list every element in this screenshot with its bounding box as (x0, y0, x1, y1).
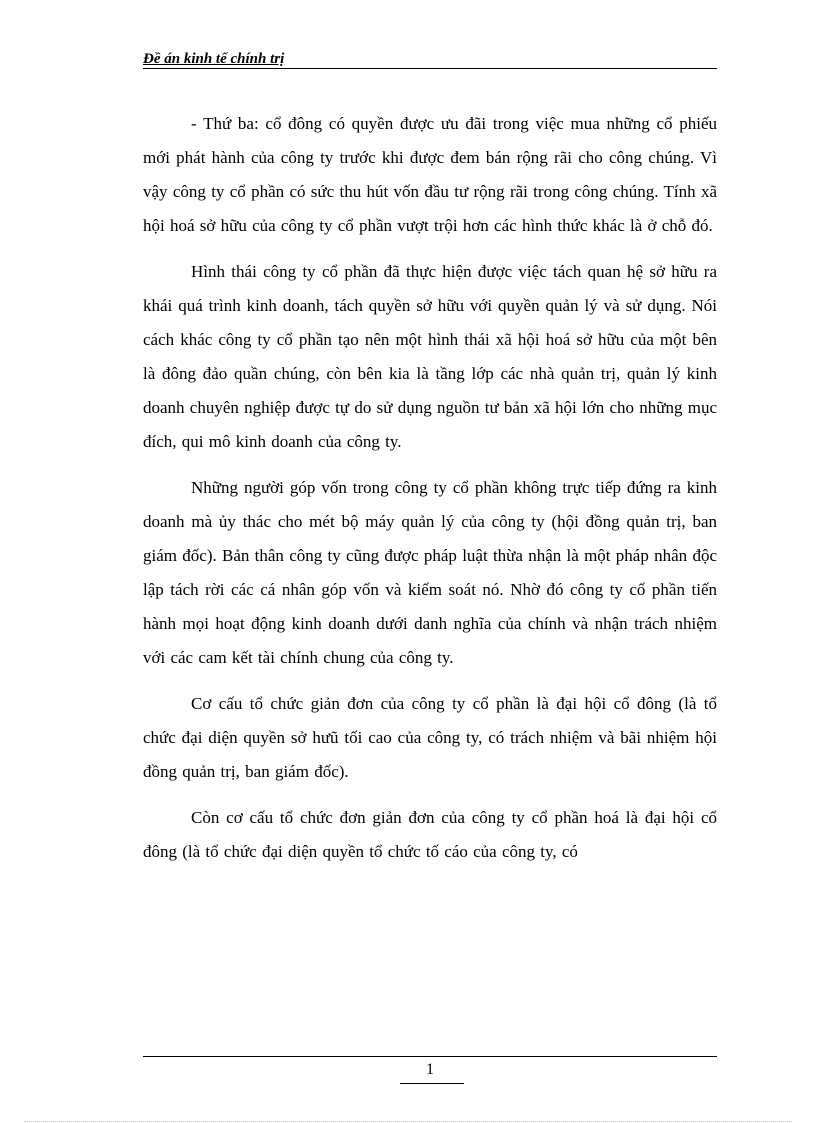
paragraph-3: Những người góp vốn trong công ty cổ phần không trực tiếp đứng ra kinh doanh mà ủy thác cho mét bộ máy quản lý của công ty (hội đồng quản trị, ban giám đốc). Bản thân công ty cũng được pháp luật thừa nhận là một pháp nhân độc lập tách rời các cá nhân góp vốn và kiểm soát nó. Nhờ đó công ty cổ phần tiến hành mọi hoạt động kinh doanh dưới danh nghĩa của chính và nhận trách nhiệm với các cam kết tài chính chung của công ty. (143, 478, 717, 667)
page-bottom-edge (24, 1121, 792, 1122)
page-number: 1 (426, 1061, 434, 1078)
paragraph-2: Hình thái công ty cổ phần đã thực hiện được việc tách quan hệ sở hữu ra khái quá trình kinh doanh, tách quyền sở hữu với quyền quản lý và sử dụng. Nói cách khác công ty cổ phần tạo nên một hình thái xã hội hoá sở hữu của một bên là đông đảo quần chúng, còn bên kia là tầng lớp các nhà quản trị, quản lý kinh doanh chuyên nghiệp được tự do sử dụng nguồn tư bản xã hội lớn cho những mục đích, qui mô kinh doanh của công ty. (143, 262, 717, 451)
paragraph-4: Cơ cấu tổ chức giản đơn của công ty cổ phần là đại hội cổ đông (là tổ chức đại diện quyền sở hưũ tối cao của công ty, có trách nhiệm và bãi nhiệm hội đồng quản trị, ban giám đốc). (143, 694, 717, 781)
page-number-underline (400, 1083, 464, 1084)
body-text (143, 107, 717, 881)
paragraph-5: Còn cơ cấu tổ chức đơn giản đơn của công ty cổ phần hoá là đại hội cổ đông (là tổ chức đại diện quyền tổ chức tố cáo của công ty, có (143, 808, 717, 861)
footer-rule (143, 1056, 717, 1057)
header-title: Đề án kinh tế chính trị (143, 51, 285, 67)
paragraph-1: - Thứ ba: cổ đông có quyền được ưu đãi trong việc mua những cổ phiếu mới phát hành của công ty trước khi được đem bán rộng rãi cho công chúng. Vì vậy công ty cổ phần có sức thu hút vốn đầu tư rộng rãi trong công chúng. Tính xã hội hoá sở hữu của công ty cổ phần vượt trội hơn các hình thức khác là ở chỗ đó. (143, 114, 717, 235)
page-header (143, 50, 717, 69)
